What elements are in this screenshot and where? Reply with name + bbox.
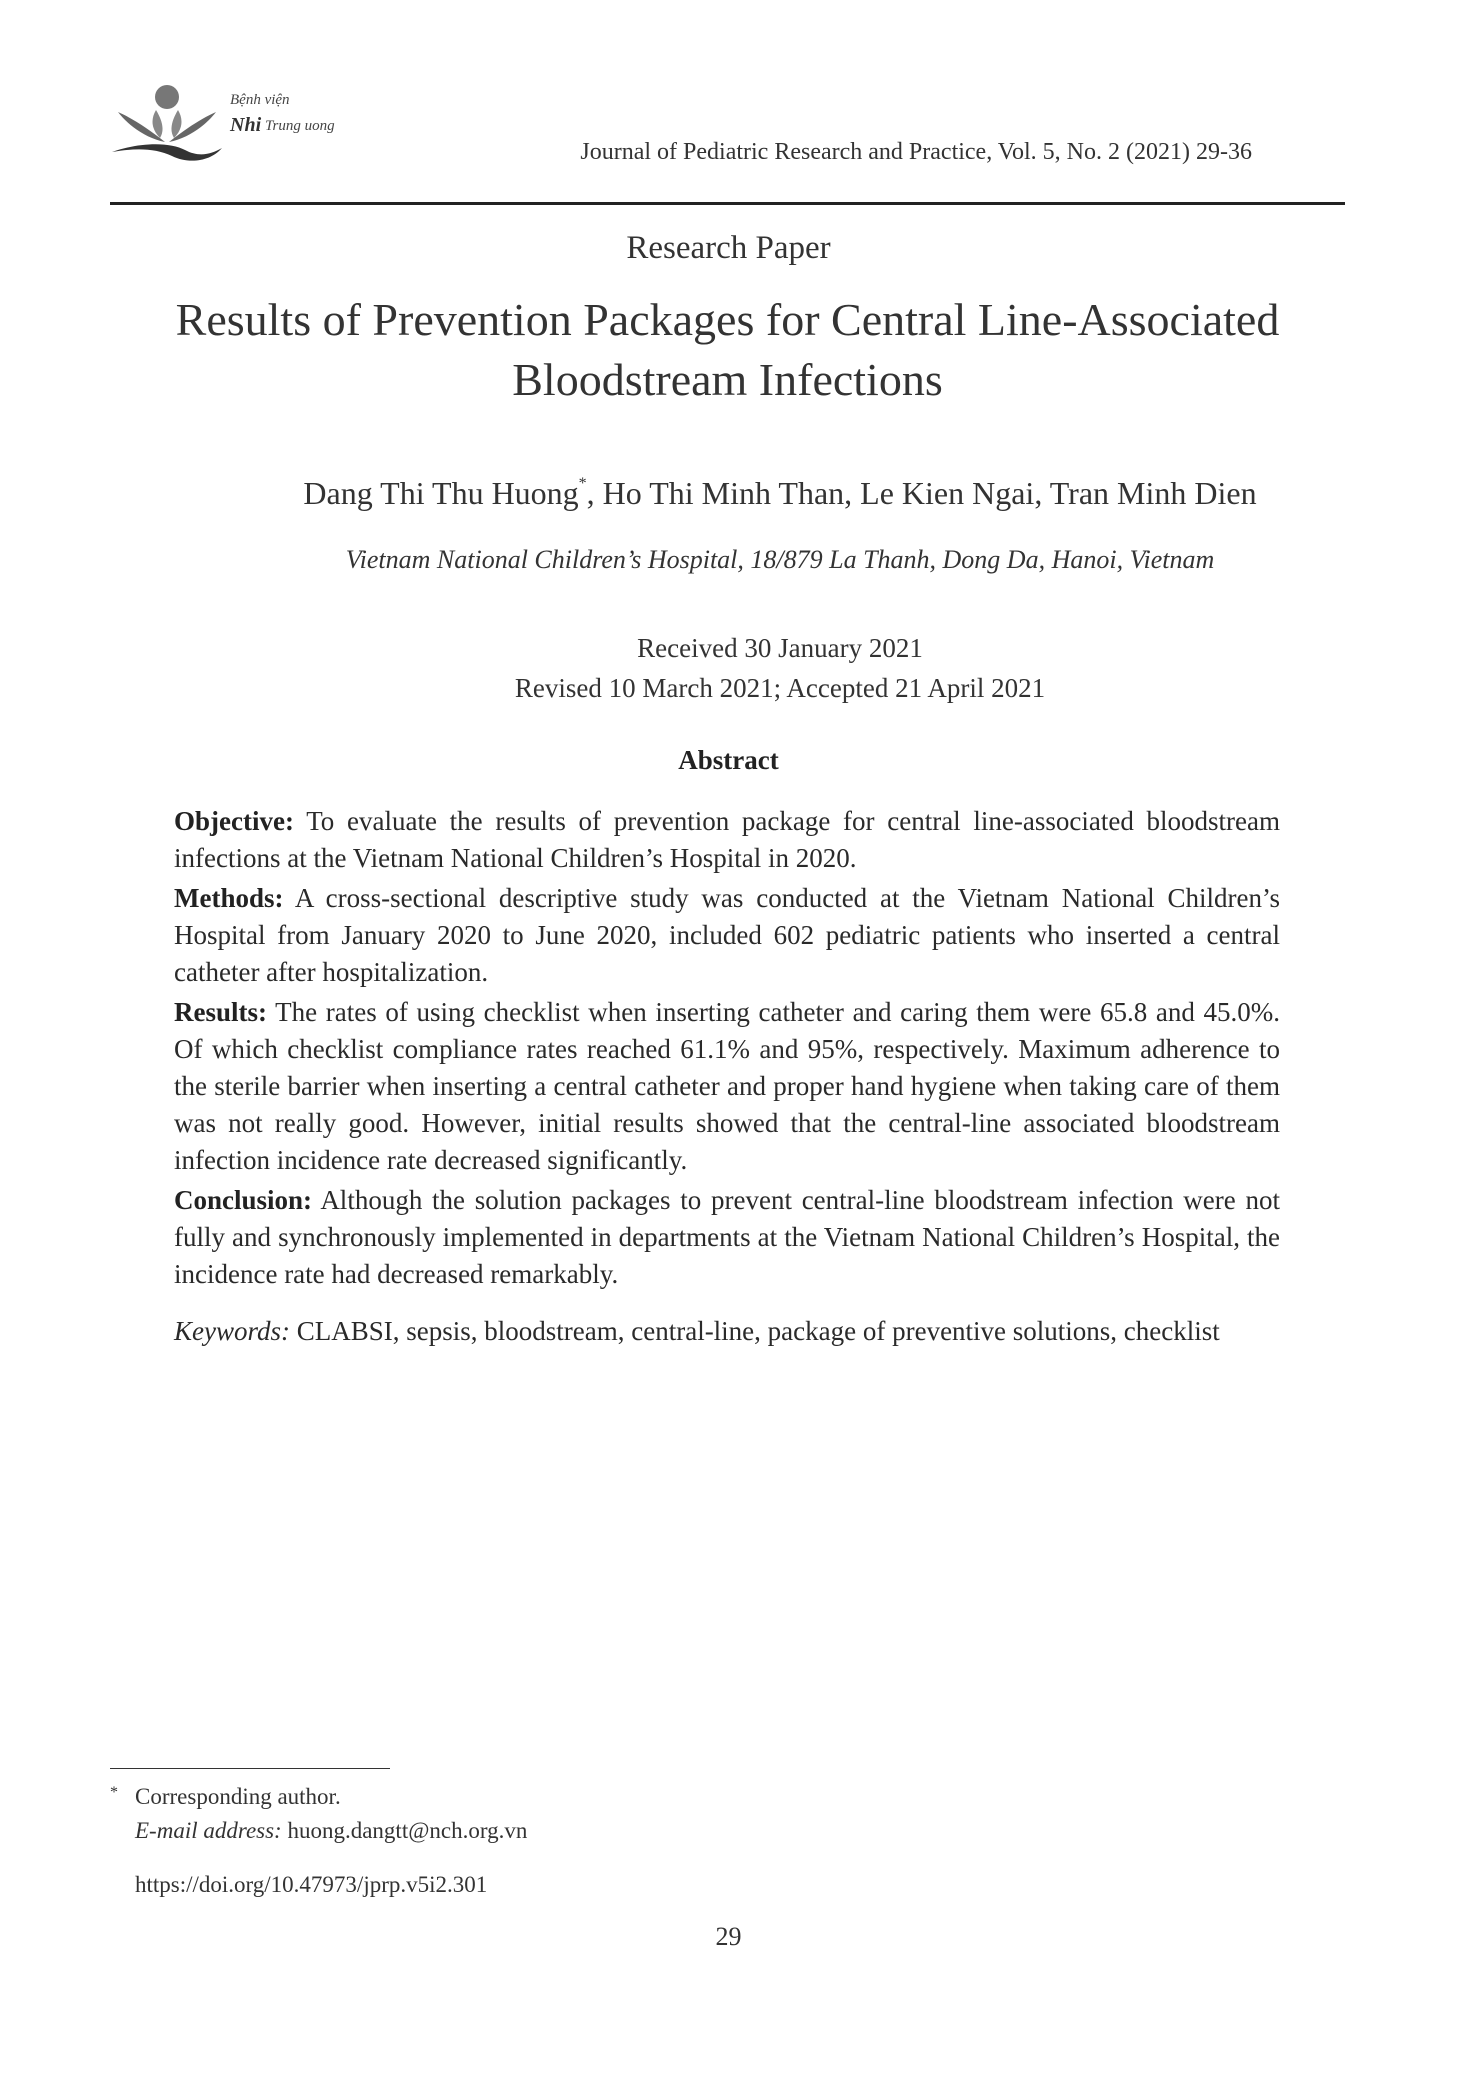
abstract-heading: Abstract [678,745,779,775]
doi-link[interactable]: https://doi.org/10.47973/jprp.v5i2.301 [135,1872,488,1897]
logo-text-benh-vien: Bệnh viện [230,92,290,108]
received-date: Received 30 January 2021 [637,633,923,663]
results-text: The rates of using checklist when inserting catheter and caring them were 65.8 and 45.0%. Of which checklist compliance rates reached 61.1% and 95%, respectively. Maximum adherence to the sterile barrier when inserting a central catheter and proper hand hygiene when taking care of them was not really good. However, initial results showed that the central-line associated bloodstream infection incidence rate decreased significantly. [174,997,1281,1175]
hospital-logo [110,80,380,170]
page-number: 29 [715,1922,742,1951]
email-line [135,1814,527,1848]
paper-title: Results of Prevention Packages for Central Line-Associated Bloodstream Infections [175,294,1280,405]
email-label: E-mail address: [135,1818,282,1843]
lotus-logo-icon [110,80,225,170]
conclusion-text: Although the solution packages to prevent central-line bloodstream infection were not fully and synchronously implemented in departments at the Vietnam National Children’s Hospital, the incidence rate had decreased remarkably. [174,1185,1280,1289]
logo-text-nhi: Nhi [230,114,262,136]
footnote-mark: * [110,1784,118,1801]
abstract-methods [174,880,1280,991]
results-label: Results: [174,997,267,1027]
email-address[interactable]: huong.dangtt@nch.org.vn [287,1818,528,1843]
corresponding-author-note: Corresponding author. [135,1784,341,1809]
paper-type: Research Paper [626,230,831,266]
abstract-objective [174,803,1280,877]
journal-header: Journal of Pediatric Research and Practice, Vol. 5, No. 2 (2021) 29-36 [580,139,1252,165]
header-rule [110,202,1345,205]
corresponding-mark: * [578,475,587,493]
author-first: Dang Thi Thu Huong [303,475,579,511]
abstract-conclusion [174,1182,1280,1293]
abstract-results [174,994,1280,1179]
publication-dates [200,628,1360,708]
keywords-text: CLABSI, sepsis, bloodstream, central-line, package of preventive solutions, checklist [296,1316,1220,1346]
footnote-rule [110,1768,390,1769]
logo-text-trung-uong: Trung uong [265,118,335,134]
keywords-label: Keywords: [174,1316,290,1346]
author-list [200,475,1360,512]
conclusion-label: Conclusion: [174,1185,313,1215]
abstract-body [174,803,1280,1353]
methods-label: Methods: [174,883,284,913]
footnote [110,1780,527,1848]
affiliation: Vietnam National Children’s Hospital, 18/879 La Thanh, Dong Da, Hanoi, Vietnam [345,545,1215,574]
objective-label: Objective: [174,806,294,836]
revised-accepted-date: Revised 10 March 2021; Accepted 21 April 2021 [514,673,1046,703]
author-rest: , Ho Thi Minh Than, Le Kien Ngai, Tran Minh Dien [586,475,1257,511]
methods-text: A cross-sectional descriptive study was conducted at the Vietnam National Children’s Hospital from January 2020 to June 2020, included 602 pediatric patients who inserted a central catheter after hospitalization. [174,883,1280,987]
abstract-keywords [174,1313,1280,1350]
objective-text: To evaluate the results of prevention package for central line-associated bloodstream infections at the Vietnam National Children’s Hospital in 2020. [174,806,1281,873]
